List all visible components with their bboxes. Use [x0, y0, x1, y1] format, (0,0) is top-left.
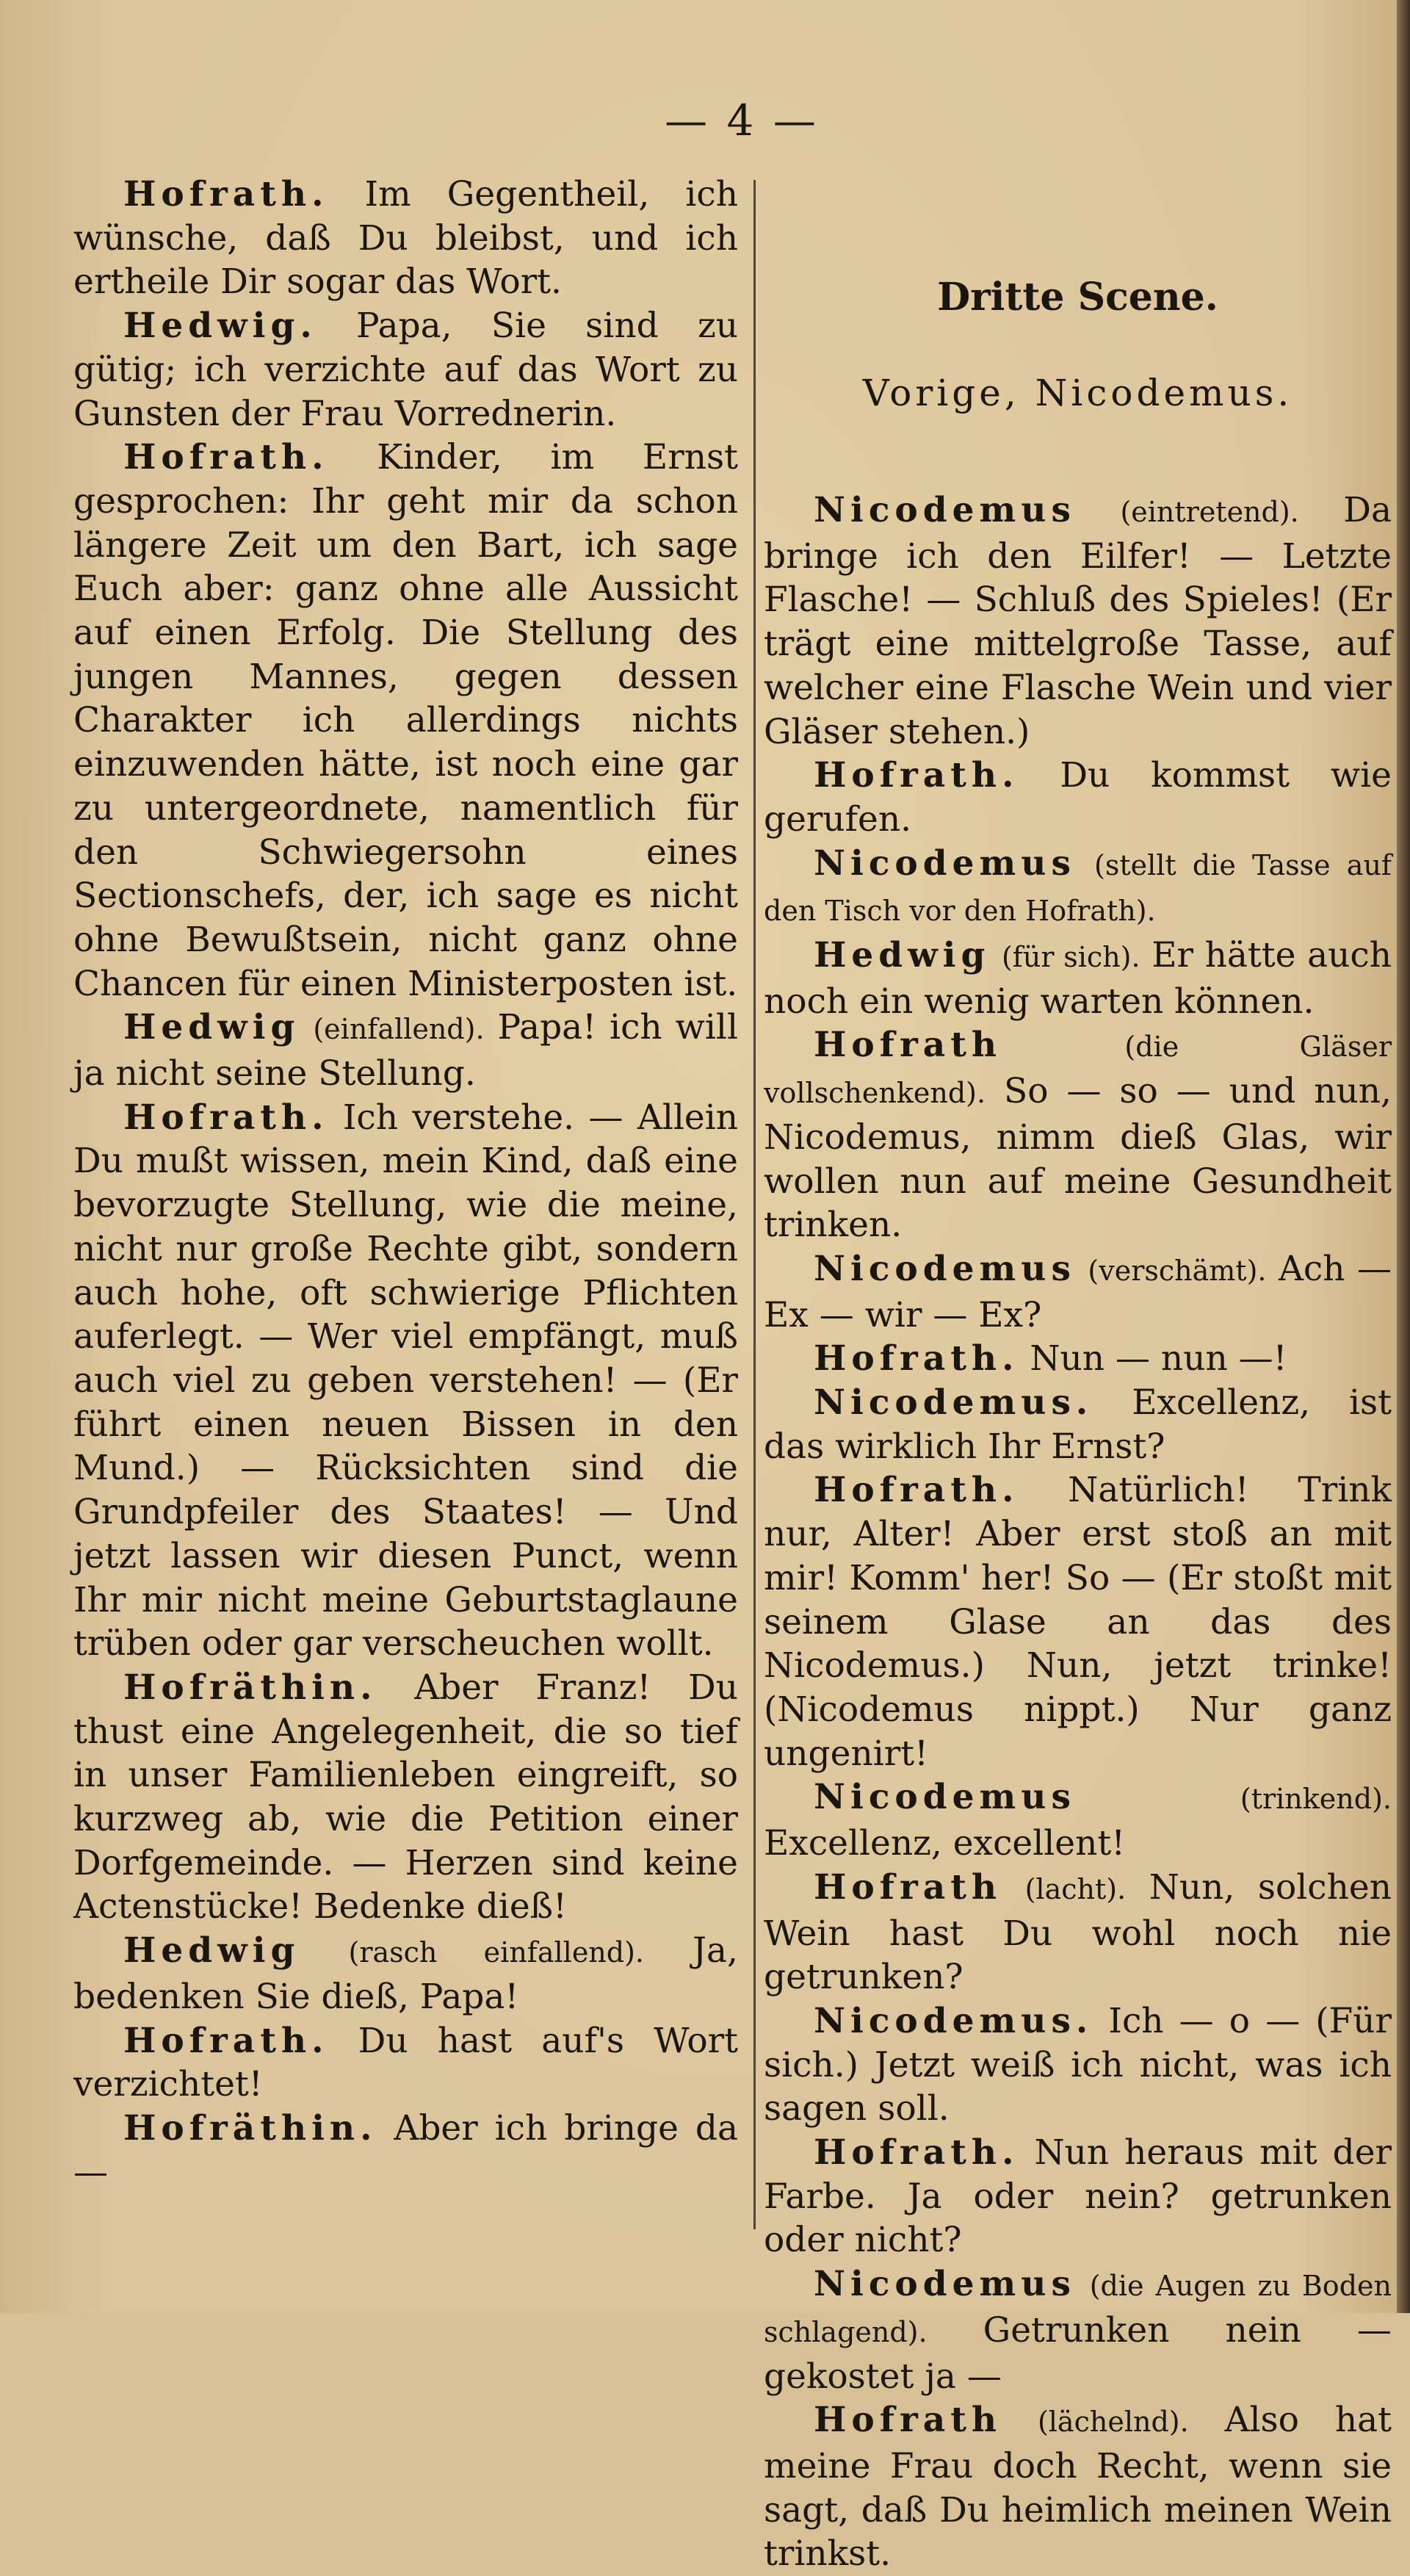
stage-direction: (einfallend). [313, 1013, 485, 1046]
stage-direction: (trinkend). [1240, 1783, 1392, 1816]
stage-direction: (stellt die Tasse auf den Tisch vor den Hofrath). [764, 848, 1392, 928]
speaker-name: Nicodemus [814, 843, 1076, 884]
dialogue-paragraph [73, 1096, 738, 1666]
speaker-name: Hofräthin. [123, 2107, 377, 2149]
stage-direction: (die Augen zu Boden schlagend). [764, 2270, 1392, 2348]
dialogue-text: Ich — o — (Für sich.) Jetzt weiß ich nicht, was ich sagen soll. [764, 2000, 1392, 2129]
dialogue-paragraph [73, 1929, 738, 2018]
dialogue-paragraph [764, 754, 1392, 841]
page-edge-shadow [1397, 0, 1410, 2313]
dialogue-text: Ach — Ex — wir — Ex? [764, 1248, 1392, 1335]
dialogue-paragraph [764, 1381, 1392, 1468]
dialogue-text: Getrunken nein — gekostet ja — [764, 2309, 1392, 2397]
speaker-name: Hedwig [123, 1930, 300, 1971]
dialogue-text: Aber ich bringe da — [73, 2107, 738, 2193]
dialogue-text: Er hätte auch noch ein wenig warten können. [764, 935, 1392, 1022]
dialogue-text: Nun heraus mit der Farbe. Ja oder nein? getrunken oder nicht? [764, 2132, 1392, 2261]
speaker-name: Nicodemus [814, 1777, 1076, 1818]
dialogue-paragraph [764, 1775, 1392, 1865]
right-column [764, 173, 1392, 2576]
dialogue-paragraph [764, 2131, 1392, 2262]
speaker-name: Hedwig. [123, 306, 317, 347]
dialogue-paragraph [764, 1999, 1392, 2131]
dialogue-paragraph [73, 304, 738, 436]
page-number: — 4 — [665, 95, 819, 145]
dialogue-paragraph [764, 1866, 1392, 1999]
dialogue-paragraph [73, 1666, 738, 1929]
dialogue-text: Ich verstehe. — Allein Du mußt wissen, mein Kind, daß eine bevorzugte Stellung, wie die meine, nicht nur große Rechte gibt, sondern auch hohe, oft schwierige Pflichten auferlegt. — Wer viel empfängt, muß auch viel zu geben verstehen! — (Er führt einen neuen Bissen in den Mund.) — Rücksichten sind die Grundpfeiler des Staates! — Und jetzt lassen wir diesen Punct, wenn Ihr mir nicht meine Geburtstaglaune trüben oder gar verscheuchen wollt. [73, 1097, 738, 1664]
speaker-name: Nicodemus [814, 2264, 1076, 2305]
dialogue-paragraph [764, 2262, 1392, 2398]
stage-direction: (für sich). [1001, 941, 1140, 974]
stage-direction: (eintretend). [1120, 496, 1299, 528]
dialogue-paragraph [764, 1023, 1392, 1247]
speaker-name: Hedwig [814, 935, 991, 976]
dialogue-paragraph [764, 934, 1392, 1023]
speaker-name: Nicodemus [814, 1248, 1076, 1289]
speaker-name: Hofrath. [814, 1470, 1019, 1511]
dialogue-text: Excellenz, ist das wirklich Ihr Ernst? [764, 1382, 1392, 1467]
dialogue-text: Aber Franz! Du thust eine Angelegenheit, die so tief in unser Familienleben eingreift, so kurzweg ab, wie die Petition einer Dorfgemeinde. — Herzen sind keine Actenstücke! Bedenke dieß! [73, 1667, 738, 1927]
speaker-name: Hofrath. [814, 2132, 1019, 2173]
speaker-name: Hofrath [814, 1866, 1002, 1908]
dialogue-text: Nun, solchen Wein hast Du wohl noch nie getrunken? [764, 1866, 1392, 1998]
dialogue-paragraph [73, 2019, 738, 2107]
column-divider [753, 180, 756, 2229]
stage-direction: (die Gläser vollschenkend). [764, 1031, 1392, 1110]
dialogue-paragraph [764, 1337, 1392, 1381]
speaker-name: Hofrath. [123, 2020, 329, 2061]
stage-direction: (lacht). [1024, 1872, 1127, 1905]
dialogue-text: Also hat meine Frau doch Recht, wenn sie sagt, daß Du heimlich meinen Wein trinkst. [764, 2400, 1392, 2575]
speaker-name: Hofrath [814, 1025, 1002, 1066]
speaker-name: Nicodemus. [814, 2000, 1093, 2041]
dialogue-paragraph [764, 842, 1392, 934]
left-column [73, 173, 738, 2194]
dialogue-text: So — so — und nun, Nicodemus, nimm dieß Glas, wir wollen nun auf meine Gesundheit trinken. [764, 1071, 1392, 1246]
dialogue-paragraph [73, 173, 738, 304]
dialogue-paragraph [764, 1247, 1392, 1337]
speaker-name: Hofrath. [123, 437, 329, 478]
speaker-name: Hofrath. [123, 174, 329, 214]
dialogue-paragraph [764, 1468, 1392, 1775]
dialogue-text: Natürlich! Trink nur, Alter! Aber erst stoß an mit mir! Komm' her! So — (Er stoßt mit seinem Glase an das des Nicodemus.) Nun, jetzt trinke! (Nicodemus nippt.) Nur ganz ungenirt! [764, 1470, 1392, 1774]
dialogue-text: Nun — nun —! [1030, 1338, 1287, 1379]
dialogue-text: Kinder, im Ernst gesprochen: Ihr geht mir da schon längere Zeit um den Bart, ich sage Euch aber: ganz ohne alle Aussicht auf einen Erfolg. Die Stellung des jungen Mannes, gegen dessen Charakter ich allerdings nichts einzuwenden hätte, ist noch eine gar zu untergeordnete, namentlich für den Schwiegersohn eines Sectionschefs, der, ich sage es nicht ohne Bewußtsein, nicht ganz ohne Chancen für einen Ministerposten ist. [73, 437, 738, 1004]
dialogue-text: Du kommst wie gerufen. [764, 755, 1392, 840]
speaker-name: Hofrath. [814, 755, 1019, 796]
dialogue-text: Papa, Sie sind zu gütig; ich verzichte auf das Wort zu Gunsten der Frau Vorrednerin. [73, 306, 738, 434]
speaker-name: Nicodemus [814, 490, 1076, 530]
dialogue-paragraph [73, 436, 738, 1006]
stage-direction: (lächelnd). [1037, 2406, 1189, 2439]
scene-persons: Vorige, Nicodemus. [862, 372, 1293, 414]
right-column-body [764, 488, 1392, 2576]
dialogue-paragraph [764, 2398, 1392, 2576]
dialogue-text: Im Gegentheil, ich wünsche, daß Du bleibst, und ich ertheile Dir sogar das Wort. [73, 174, 738, 303]
dialogue-text: Du hast auf's Wort verzichtet! [73, 2020, 738, 2105]
speaker-name: Nicodemus. [814, 1382, 1093, 1424]
dialogue-text: Da bringe ich den Eilfer! — Letzte Flasche! — Schluß des Spieles! (Er trägt eine mittelgroße Tasse, auf welcher eine Flasche Wein und vier Gläser stehen.) [764, 490, 1392, 752]
speaker-name: Hofrath. [123, 1097, 329, 1138]
speaker-name: Hofrath [814, 2400, 1002, 2441]
stage-direction: (verschämt). [1088, 1254, 1267, 1287]
dialogue-paragraph [73, 2107, 738, 2194]
speaker-name: Hofräthin. [123, 1667, 377, 1708]
dialogue-text: Ja, bedenken Sie dieß, Papa! [73, 1930, 738, 2017]
speaker-name: Hofrath. [814, 1338, 1019, 1379]
dialogue-text: Excellenz, excellent! [764, 1823, 1126, 1864]
scene-title: Dritte Scene. [937, 275, 1218, 320]
dialogue-paragraph [764, 488, 1392, 754]
stage-direction: (rasch einfallend). [348, 1936, 645, 1969]
dialogue-paragraph [73, 1006, 738, 1095]
speaker-name: Hedwig [123, 1007, 300, 1048]
dialogue-text: Papa! ich will ja nicht seine Stellung. [73, 1007, 738, 1094]
